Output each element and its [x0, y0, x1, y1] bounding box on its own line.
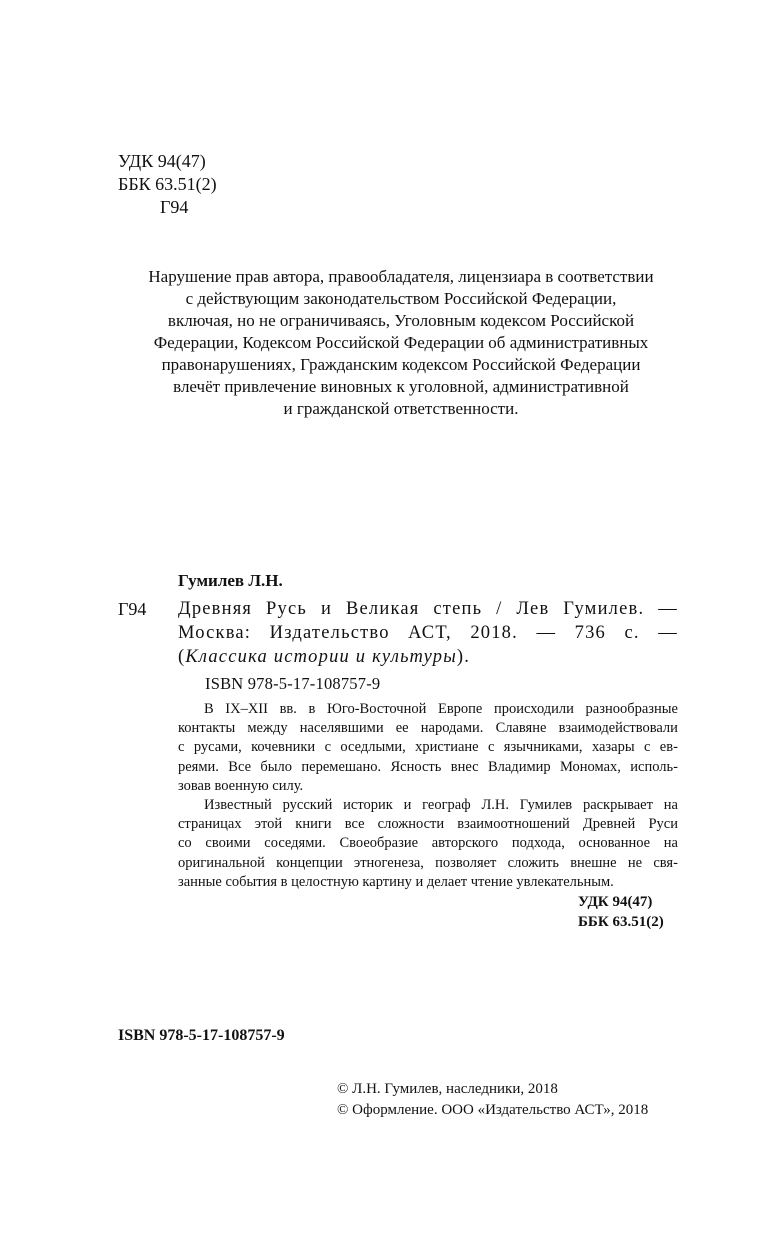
abstract-line — [178, 719, 678, 738]
word: не — [627, 854, 643, 871]
word: контакты — [178, 720, 236, 737]
card-bbk: ББК 63.51(2) — [578, 914, 664, 930]
word: Древней — [582, 816, 636, 833]
legal-line: включая, но не ограничиваясь, Уголовным кодексом Российской — [167, 311, 635, 330]
word: раскрывает — [582, 797, 653, 814]
word: с — [643, 739, 651, 756]
word: — — [536, 623, 557, 643]
word: книги — [295, 816, 332, 833]
word: реями. — [178, 758, 219, 775]
word: 2018. — [470, 623, 518, 643]
card-author-mark: Г94 — [118, 599, 147, 619]
word: кочевники — [251, 739, 316, 756]
word: ев- — [659, 739, 678, 756]
word: Ясность — [390, 758, 442, 775]
word: вв. — [279, 701, 297, 717]
word: русский — [282, 797, 333, 814]
word: своими — [205, 835, 251, 852]
word: Лев — [516, 599, 550, 619]
legal-line: и гражданской ответственности. — [283, 399, 519, 418]
word: страницах — [178, 816, 242, 833]
word: Мономах, — [560, 758, 621, 775]
word: позволяет — [435, 854, 497, 871]
word: 736 — [574, 623, 606, 643]
word: историк — [343, 797, 393, 814]
title-line-1 — [178, 597, 678, 621]
word: соседями. — [264, 835, 326, 852]
udk-code: УДК 94(47) — [118, 151, 206, 171]
word: географ — [422, 797, 471, 814]
word: оседлыми, — [340, 739, 406, 756]
word: Юго-Восточной — [326, 701, 427, 717]
word: было — [260, 758, 293, 775]
word: / — [496, 599, 503, 619]
legal-line: с действующим законодательством Российской Федерации, — [185, 289, 617, 308]
abstract-line — [178, 758, 678, 777]
word: основанное — [578, 835, 651, 852]
word: разнообразные — [585, 701, 678, 717]
word: русами, — [193, 739, 242, 756]
word: и — [403, 797, 412, 814]
word: с — [178, 739, 185, 756]
word: Великая — [345, 599, 420, 619]
word: этой — [254, 816, 283, 833]
copyright-line: © Л.Н. Гумилев, наследники, 2018 — [337, 1081, 558, 1097]
word: Своеобразие — [339, 835, 419, 852]
word: авторского — [431, 835, 499, 852]
word: народами. — [420, 720, 484, 737]
word: — — [658, 623, 678, 643]
word: с. — [624, 623, 640, 643]
card-classification — [578, 892, 664, 932]
copyright-line: © Оформление. ООО «Издательство АСТ», 2018 — [337, 1102, 649, 1118]
card-udk: УДК 94(47) — [578, 894, 653, 910]
word: Русь — [266, 599, 308, 619]
word: Издательство — [269, 623, 390, 643]
isbn-bottom: ISBN 978-5-17-108757-9 — [118, 1027, 285, 1044]
abstract-line: зовав военную силу. — [178, 777, 304, 794]
word: и — [320, 599, 333, 619]
word: происходили — [493, 701, 574, 717]
word: язычниками, — [503, 739, 583, 756]
word: с — [324, 739, 332, 756]
word: сложить — [507, 854, 559, 871]
legal-line: правонарушениях, Гражданским кодексом Российской Федерации — [161, 355, 641, 374]
word: Владимир — [487, 758, 551, 775]
abstract-line: занные события в целостную картину и делает чтение увлекательным. — [178, 873, 614, 890]
abstract-line — [178, 738, 678, 757]
legal-line: Федерации, Кодексом Российской Федерации об административных — [153, 333, 649, 352]
series-close: ). — [456, 647, 471, 667]
word: христиане — [415, 739, 479, 756]
word: свя- — [653, 854, 678, 871]
word: Известный — [204, 797, 272, 814]
word: Все — [228, 758, 252, 775]
word: на — [663, 797, 678, 814]
word: — — [658, 599, 678, 619]
bbk-code: ББК 63.51(2) — [118, 174, 217, 194]
word: АСТ, — [408, 623, 452, 643]
word: степь — [433, 599, 483, 619]
copyright-block — [337, 1079, 648, 1121]
abstract-line — [178, 834, 678, 853]
word: перемешано. — [301, 758, 382, 775]
word: взаимоотношений — [457, 816, 570, 833]
word: Гумилев — [519, 797, 573, 814]
word: В — [204, 701, 214, 717]
abstract-line — [178, 815, 678, 834]
word: в — [308, 701, 316, 717]
word: Л.Н. — [481, 797, 509, 814]
legal-notice — [118, 266, 684, 420]
abstract-line — [178, 700, 678, 719]
word: Москва: — [178, 623, 252, 643]
card-isbn: ISBN 978-5-17-108757-9 — [205, 674, 381, 693]
author-mark: Г94 — [160, 197, 189, 217]
word: оригинальной — [178, 854, 265, 871]
word: сложности — [377, 816, 445, 833]
word: концепции — [276, 854, 343, 871]
legal-line: влечёт привлечение виновных к уголовной, административной — [173, 377, 629, 396]
word: внешне — [570, 854, 617, 871]
word: между — [247, 720, 288, 737]
card-abstract — [178, 700, 678, 892]
word: исполь- — [630, 758, 678, 775]
abstract-line — [178, 854, 678, 873]
word: Древняя — [178, 599, 253, 619]
word: на — [663, 835, 678, 852]
word: Руси — [648, 816, 678, 833]
word: ее — [395, 720, 409, 737]
word: хазары — [591, 739, 635, 756]
card-author: Гумилев Л.Н. — [178, 571, 283, 590]
word: IX–XII — [225, 701, 268, 717]
word: взаимодействовали — [558, 720, 678, 737]
series-line — [178, 645, 678, 669]
word: Славяне — [495, 720, 547, 737]
series-open: ( — [178, 647, 186, 667]
word: населявшими — [299, 720, 384, 737]
card-title-block — [178, 597, 678, 669]
legal-line: Нарушение прав автора, правообладателя, лицензиара в соответствии — [148, 267, 654, 286]
word: со — [178, 835, 192, 852]
word: этногенеза, — [353, 854, 424, 871]
word: подхода, — [511, 835, 565, 852]
word: внес — [450, 758, 479, 775]
word: все — [344, 816, 365, 833]
word: с — [487, 739, 495, 756]
series-title: Классика истории и культуры — [185, 647, 457, 667]
title-line-2 — [178, 621, 678, 645]
word: Гумилев. — [563, 599, 645, 619]
abstract-line — [178, 796, 678, 815]
classification-block — [118, 150, 217, 219]
word: Европе — [437, 701, 483, 717]
